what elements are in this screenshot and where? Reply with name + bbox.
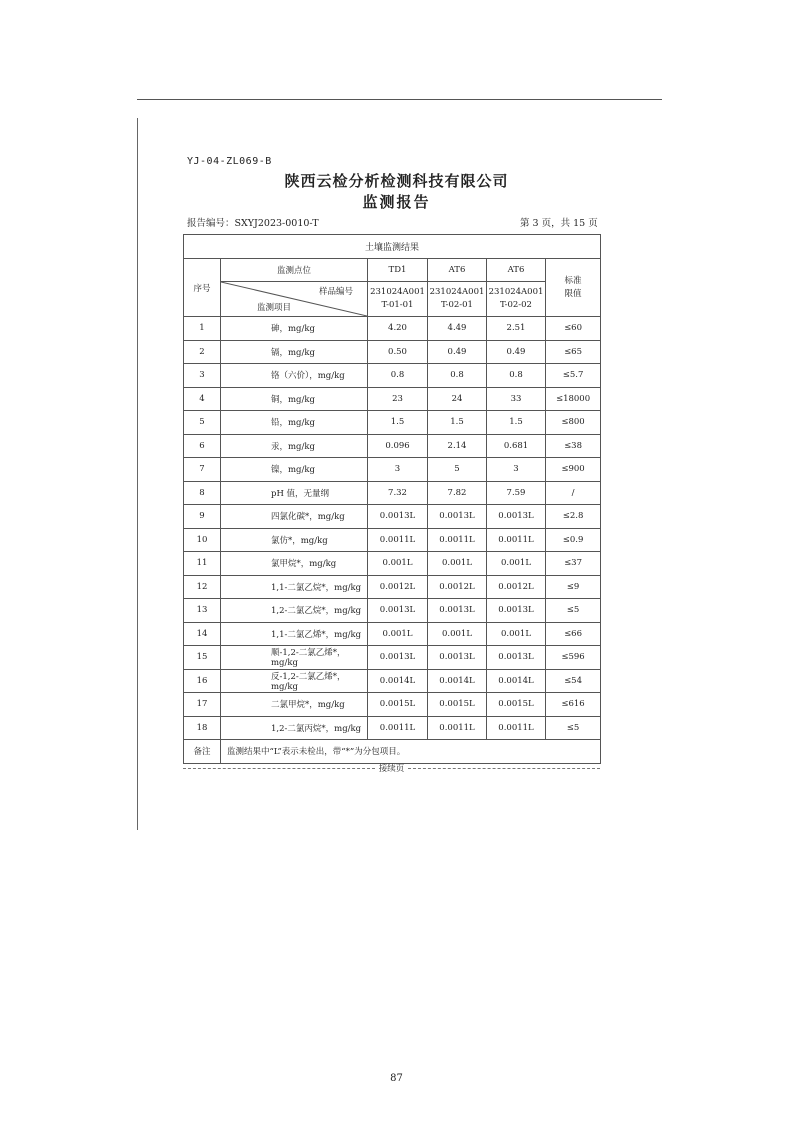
standard-limit: ≤2.8 — [546, 505, 601, 529]
value-td1: 1.5 — [368, 411, 428, 435]
document-code: YJ-04-ZL069-B — [187, 156, 272, 167]
standard-limit: ≤38 — [546, 434, 601, 458]
table-row — [184, 693, 601, 717]
row-number: 4 — [184, 387, 221, 411]
table-row — [184, 646, 601, 670]
value-at6-02: 0.0011L — [487, 528, 546, 552]
table-row — [184, 716, 601, 740]
row-number: 12 — [184, 575, 221, 599]
table-row — [184, 575, 601, 599]
value-at6-02: 0.681 — [487, 434, 546, 458]
value-at6-01: 0.0015L — [428, 693, 487, 717]
monitoring-item: 1,1-二氯乙烷*，mg/kg — [221, 575, 368, 599]
point-1: TD1 — [368, 259, 428, 282]
report-number: 报告编号：SXYJ2023-0010-T — [187, 218, 319, 229]
value-at6-01: 0.0011L — [428, 528, 487, 552]
row-number: 2 — [184, 340, 221, 364]
row-number: 1 — [184, 317, 221, 341]
table-caption: 土壤监测结果 — [184, 235, 601, 259]
monitoring-item: 镍，mg/kg — [221, 458, 368, 482]
value-at6-02: 0.0013L — [487, 646, 546, 670]
row-number: 7 — [184, 458, 221, 482]
table-row — [184, 317, 601, 341]
table-row — [184, 528, 601, 552]
table-row — [184, 622, 601, 646]
value-td1: 23 — [368, 387, 428, 411]
company-name: 陕西云检分析检测科技有限公司 — [284, 172, 509, 190]
point-header: 监测点位 — [221, 259, 368, 282]
value-at6-02: 0.0011L — [487, 716, 546, 740]
standard-limit: / — [546, 481, 601, 505]
value-td1: 0.50 — [368, 340, 428, 364]
monitoring-item: 1,2-二氯丙烷*，mg/kg — [221, 716, 368, 740]
point-2: AT6 — [428, 259, 487, 282]
standard-limit-header: 标准 限值 — [546, 259, 601, 317]
value-at6-02: 0.49 — [487, 340, 546, 364]
value-at6-01: 5 — [428, 458, 487, 482]
value-at6-01: 24 — [428, 387, 487, 411]
value-td1: 0.001L — [368, 552, 428, 576]
value-at6-02: 0.0012L — [487, 575, 546, 599]
value-at6-01: 7.82 — [428, 481, 487, 505]
table-row — [184, 458, 601, 482]
table-row — [184, 599, 601, 623]
table-row — [184, 387, 601, 411]
row-number: 16 — [184, 669, 221, 693]
value-at6-01: 0.0012L — [428, 575, 487, 599]
monitoring-item: 铜，mg/kg — [221, 387, 368, 411]
row-number: 14 — [184, 622, 221, 646]
note-label: 备注 — [184, 740, 221, 764]
value-td1: 3 — [368, 458, 428, 482]
table-row — [184, 340, 601, 364]
page-info: 第 3 页，共 15 页 — [520, 218, 598, 229]
value-at6-01: 0.49 — [428, 340, 487, 364]
value-td1: 0.0014L — [368, 669, 428, 693]
diagonal-header-cell — [221, 282, 368, 317]
standard-limit: ≤616 — [546, 693, 601, 717]
standard-limit: ≤18000 — [546, 387, 601, 411]
value-at6-01: 0.8 — [428, 364, 487, 388]
value-td1: 0.096 — [368, 434, 428, 458]
value-at6-02: 7.59 — [487, 481, 546, 505]
monitoring-item: 1,1-二氯乙烯*，mg/kg — [221, 622, 368, 646]
monitoring-item: 镉，mg/kg — [221, 340, 368, 364]
sample-id-3: 231024A001 T-02-02 — [487, 282, 546, 317]
value-td1: 4.20 — [368, 317, 428, 341]
value-at6-01: 0.0011L — [428, 716, 487, 740]
value-td1: 0.0015L — [368, 693, 428, 717]
table-row — [184, 411, 601, 435]
value-td1: 0.0011L — [368, 528, 428, 552]
note-text: 监测结果中“L”表示未检出，带“*”为分包项目。 — [221, 740, 601, 764]
value-at6-02: 0.0013L — [487, 599, 546, 623]
row-number: 3 — [184, 364, 221, 388]
monitoring-item: 顺-1,2-二氯乙烯*，mg/kg — [221, 646, 368, 670]
row-number: 11 — [184, 552, 221, 576]
standard-limit: ≤5 — [546, 599, 601, 623]
sample-id-1: 231024A001 T-01-01 — [368, 282, 428, 317]
soil-results-table — [183, 234, 601, 764]
standard-limit: ≤54 — [546, 669, 601, 693]
value-at6-01: 0.001L — [428, 622, 487, 646]
point-3: AT6 — [487, 259, 546, 282]
table-row — [184, 552, 601, 576]
row-number: 18 — [184, 716, 221, 740]
standard-limit: ≤60 — [546, 317, 601, 341]
value-td1: 0.001L — [368, 622, 428, 646]
value-td1: 0.0012L — [368, 575, 428, 599]
value-at6-01: 0.001L — [428, 552, 487, 576]
value-td1: 0.0013L — [368, 505, 428, 529]
dash-line-left — [183, 768, 375, 769]
standard-limit: ≤5 — [546, 716, 601, 740]
standard-limit: ≤900 — [546, 458, 601, 482]
value-at6-02: 0.001L — [487, 622, 546, 646]
value-at6-01: 1.5 — [428, 411, 487, 435]
row-number: 5 — [184, 411, 221, 435]
value-at6-02: 2.51 — [487, 317, 546, 341]
value-td1: 0.0011L — [368, 716, 428, 740]
value-at6-02: 0.0013L — [487, 505, 546, 529]
standard-limit: ≤596 — [546, 646, 601, 670]
sample-id-header: 样品编号 — [318, 287, 353, 297]
continued-label: 接续页 — [378, 764, 405, 774]
header-rule — [137, 99, 662, 100]
value-at6-01: 0.0013L — [428, 599, 487, 623]
row-number: 15 — [184, 646, 221, 670]
value-td1: 7.32 — [368, 481, 428, 505]
value-td1: 0.0013L — [368, 599, 428, 623]
row-number: 13 — [184, 599, 221, 623]
value-at6-01: 0.0014L — [428, 669, 487, 693]
sample-id-2: 231024A001 T-02-01 — [428, 282, 487, 317]
table-row — [184, 434, 601, 458]
report-title: 监测报告 — [362, 193, 431, 211]
monitoring-item: 二氯甲烷*，mg/kg — [221, 693, 368, 717]
row-number: 8 — [184, 481, 221, 505]
value-at6-02: 33 — [487, 387, 546, 411]
value-at6-01: 4.49 — [428, 317, 487, 341]
monitoring-item: 1,2-二氯乙烷*，mg/kg — [221, 599, 368, 623]
table-row — [184, 481, 601, 505]
value-at6-02: 0.8 — [487, 364, 546, 388]
standard-limit: ≤0.9 — [546, 528, 601, 552]
table-row — [184, 505, 601, 529]
monitoring-item: 四氯化碳*，mg/kg — [221, 505, 368, 529]
monitoring-item: 汞，mg/kg — [221, 434, 368, 458]
row-number: 9 — [184, 505, 221, 529]
standard-limit: ≤66 — [546, 622, 601, 646]
monitoring-item: 铅，mg/kg — [221, 411, 368, 435]
continued-marker — [183, 762, 600, 774]
value-at6-02: 1.5 — [487, 411, 546, 435]
value-at6-01: 2.14 — [428, 434, 487, 458]
binding-margin-line — [137, 118, 138, 830]
table-row — [184, 364, 601, 388]
monitoring-item: 氯仿*，mg/kg — [221, 528, 368, 552]
standard-limit: ≤800 — [546, 411, 601, 435]
row-number: 10 — [184, 528, 221, 552]
value-td1: 0.8 — [368, 364, 428, 388]
row-number: 6 — [184, 434, 221, 458]
monitoring-item: 氯甲烷*，mg/kg — [221, 552, 368, 576]
value-td1: 0.0013L — [368, 646, 428, 670]
value-at6-02: 0.0014L — [487, 669, 546, 693]
monitoring-item: 砷，mg/kg — [221, 317, 368, 341]
value-at6-01: 0.0013L — [428, 646, 487, 670]
dash-line-right — [408, 768, 600, 769]
seq-header: 序号 — [184, 259, 221, 317]
standard-limit: ≤9 — [546, 575, 601, 599]
row-number: 17 — [184, 693, 221, 717]
value-at6-02: 0.0015L — [487, 693, 546, 717]
page-number: 87 — [390, 1073, 403, 1084]
monitoring-item: 铬（六价），mg/kg — [221, 364, 368, 388]
value-at6-02: 0.001L — [487, 552, 546, 576]
monitoring-item: pH 值，无量纲 — [221, 481, 368, 505]
item-header: 监测项目 — [257, 303, 292, 313]
standard-limit: ≤65 — [546, 340, 601, 364]
standard-limit: ≤37 — [546, 552, 601, 576]
table-row — [184, 669, 601, 693]
value-at6-01: 0.0013L — [428, 505, 487, 529]
standard-limit: ≤5.7 — [546, 364, 601, 388]
value-at6-02: 3 — [487, 458, 546, 482]
monitoring-item: 反-1,2-二氯乙烯*，mg/kg — [221, 669, 368, 693]
